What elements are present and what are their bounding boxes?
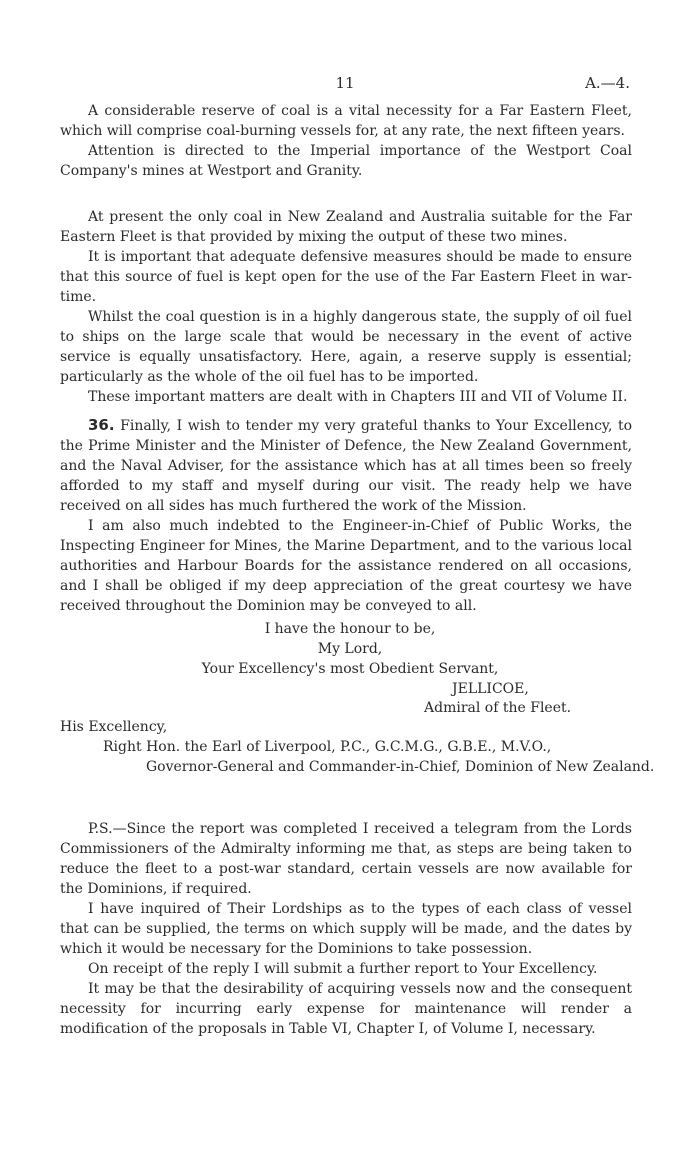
paragraph-coal-reserve: A considerable reserve of coal is a vital necessity for a Far Eastern Fleet, which will comprise coal-burning vessels for, at any rate, the next fifteen years. (60, 103, 632, 139)
postscript-further-report: On receipt of the reply I will submit a further report to Your Excellency. (88, 961, 598, 977)
paragraph-36 (60, 415, 632, 516)
closing-honour: I have the honour to be, (264, 621, 436, 637)
document-reference: A.—4. (585, 74, 630, 92)
paragraph-defensive-measures: It is important that adequate defensive measures should be made to ensure that this source of fuel is kept open for the use of the Far Eastern Fleet in war-time. (60, 249, 632, 305)
fuel-supply-section (60, 207, 632, 407)
page-number: 11 (335, 74, 355, 92)
coal-reserve-section (60, 101, 632, 181)
closing-salutation: My Lord, (317, 641, 383, 657)
signature-name: JELLICOE, (452, 681, 529, 697)
page-header (60, 74, 630, 94)
paragraph-number: 36. (88, 416, 115, 434)
postscript-section (60, 819, 632, 1039)
address-governor: Governor-General and Commander-in-Chief, Dominion of New Zealand. (146, 759, 655, 775)
address-excellency: His Excellency, (60, 719, 168, 735)
postscript-telegram: P.S.—Since the report was completed I received a telegram from the Lords Commissioners of the Admiralty informing me that, as steps are being taken to reduce the fleet to a post-war standard, certain vessels are now available for the Dominions, if required. (60, 821, 632, 897)
paragraph-oil-fuel: Whilst the coal question is in a highly dangerous state, the supply of oil fuel to ships on the large scale that would be necessary in the event of active service is equally unsatisfactory. Here, again, a reserve supply is essential; particularly as the whole of the oil fuel has to be imported. (60, 309, 632, 385)
paragraph-westport-mines: Attention is directed to the Imperial importance of the Westport Coal Company's mines at Westport and Granity. (60, 143, 632, 179)
signature-title: Admiral of the Fleet. (424, 700, 572, 716)
paragraph-indebted: I am also much indebted to the Engineer-in-Chief of Public Works, the Inspecting Engineer for Mines, the Marine Department, and to the various local authorities and Harbour Boards for the assistance rendered on all occasions, and I shall be obliged if my deep appreciation of the great courtesy we have received throughout the Dominion may be conveyed to all. (60, 518, 632, 614)
acknowledgements-section (60, 415, 632, 616)
address-earl: Right Hon. the Earl of Liverpool, P.C., G.C.M.G., G.B.E., M.V.O., (103, 739, 552, 755)
paragraph-chapters-reference: These important matters are dealt with in Chapters III and VII of Volume II. (88, 389, 628, 405)
postscript-modification: It may be that the desirability of acquiring vessels now and the consequent necessity for incurring early expense for maintenance will render a modification of the proposals in Table VI, Chapter I, of Volume I, necessary. (60, 981, 632, 1037)
paragraph-mixed-coal: At present the only coal in New Zealand and Australia suitable for the Far Eastern Fleet is that provided by mixing the output of these two mines. (60, 209, 632, 245)
postscript-inquiry: I have inquired of Their Lordships as to the types of each class of vessel that can be supplied, the terms on which supply will be made, and the dates by which it would be necessary for the Dominions to take possession. (60, 901, 632, 957)
paragraph-36-text: Finally, I wish to tender my very grateful thanks to Your Excellency, to the Prime Minister and the Minister of Defence, the New Zealand Government, and the Naval Adviser, for the assistance which has at all times been so freely afforded to my staff and myself during our visit. The ready help we have received on all sides has much furthered the work of the Mission. (60, 418, 633, 514)
closing-servant: Your Excellency's most Obedient Servant, (201, 661, 499, 677)
